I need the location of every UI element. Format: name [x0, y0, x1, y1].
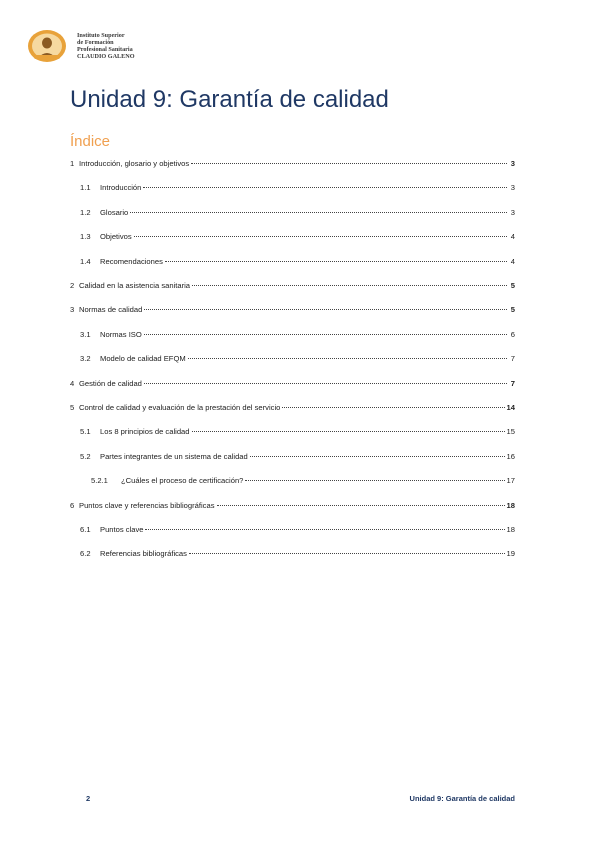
toc-entry-number: 5.2: [80, 451, 91, 461]
toc-entry[interactable]: [70, 330, 515, 339]
toc-dot-leader: [188, 358, 507, 359]
toc-entry-page: 4: [510, 232, 515, 242]
toc-entry[interactable]: [70, 305, 515, 314]
toc-dot-leader: [130, 212, 507, 213]
footer-running-title: Unidad 9: Garantía de calidad: [409, 794, 515, 803]
toc-entry-label: Introducción, glosario y objetivos: [79, 159, 190, 168]
institute-seal-icon: [26, 28, 68, 64]
toc-dot-leader: [250, 456, 505, 457]
toc-entry-number: 6: [70, 500, 75, 510]
toc-entry-page: 18: [506, 525, 515, 534]
toc-entry-page: 5: [510, 305, 515, 315]
toc-entry-label: Normas de calidad: [79, 305, 143, 315]
toc-entry-label: Normas ISO: [100, 329, 142, 339]
toc-entry-label: Los 8 principios de calidad: [100, 427, 190, 437]
toc-entry-page: 3: [510, 207, 515, 217]
toc-entry-page: 15: [506, 427, 515, 437]
footer-page-number: 2: [86, 794, 91, 803]
toc-entry-label: Puntos clave: [100, 525, 144, 534]
toc-entry-page: 4: [510, 256, 515, 266]
toc-dot-leader: [217, 505, 505, 506]
toc-entry-label: Referencias bibliográficas: [100, 549, 187, 559]
toc-entry-label: Introducción: [100, 183, 142, 193]
toc-entry-label: Partes integrantes de un sistema de calidad: [100, 451, 248, 461]
toc-dot-leader: [165, 261, 507, 262]
toc-dot-leader: [191, 163, 507, 164]
toc-entry-page: 6: [510, 329, 515, 339]
institute-logo: [26, 28, 135, 64]
toc-entry-number: 1.4: [80, 256, 91, 266]
toc-entry-label: Control de calidad y evaluación de la prestación del servicio: [79, 403, 281, 412]
toc-entry-label: Calidad en la asistencia sanitaria: [79, 281, 191, 290]
toc-entry-page: 7: [510, 354, 515, 364]
toc-entry-number: 5.1: [80, 427, 91, 437]
logo-line: CLAUDIO GALENO: [77, 53, 135, 61]
toc-entry[interactable]: [70, 257, 515, 266]
toc-entry-page: 18: [506, 500, 515, 510]
toc-dot-leader: [145, 529, 504, 530]
toc-entry-number: 5.2.1: [91, 476, 108, 486]
toc-entry[interactable]: [70, 232, 515, 241]
toc-entry-number: 2: [70, 281, 75, 290]
toc-entry[interactable]: [70, 427, 515, 436]
toc-dot-leader: [189, 553, 505, 554]
toc-entry-number: 5: [70, 403, 75, 412]
toc-dot-leader: [192, 285, 507, 286]
toc-entry[interactable]: [70, 379, 515, 388]
toc-entry-label: Recomendaciones: [100, 256, 163, 266]
toc-entry-label: Puntos clave y referencias bibliográficas: [79, 500, 215, 510]
toc-dot-leader: [282, 407, 504, 408]
toc-entry-number: 3.2: [80, 354, 91, 364]
toc-entry[interactable]: [70, 525, 515, 534]
toc-entry-number: 1.3: [80, 232, 91, 242]
toc-entry-label: Modelo de calidad EFQM: [100, 354, 186, 364]
toc-entry-number: 3: [70, 305, 75, 315]
toc-entry-page: 5: [510, 281, 515, 290]
toc-entry-number: 4: [70, 378, 75, 388]
toc-entry-number: 6.1: [80, 525, 91, 534]
toc-entry[interactable]: [70, 452, 515, 461]
toc-entry[interactable]: [70, 159, 515, 168]
toc-entry[interactable]: [70, 476, 515, 485]
toc-dot-leader: [144, 334, 507, 335]
toc-entry[interactable]: [70, 549, 515, 558]
document-title: Unidad 9: Garantía de calidad: [70, 86, 389, 113]
toc-entry-number: 1: [70, 159, 75, 168]
toc-entry-number: 6.2: [80, 549, 91, 559]
toc-dot-leader: [144, 309, 507, 310]
toc-entry-number: 1.1: [80, 183, 91, 193]
logo-line: Instituto Superior: [77, 31, 125, 39]
institute-name: [77, 32, 135, 61]
toc-entry[interactable]: [70, 403, 515, 412]
toc-entry[interactable]: [70, 208, 515, 217]
toc-entry-page: 3: [510, 159, 515, 168]
toc-dot-leader: [134, 236, 507, 237]
toc-entry-page: 3: [510, 183, 515, 193]
toc-entry-page: 7: [510, 378, 515, 388]
toc-dot-leader: [192, 431, 505, 432]
toc-entry-label: Gestión de calidad: [79, 378, 142, 388]
logo-line: Profesional Sanitaria: [77, 46, 133, 53]
toc-entry-number: 3.1: [80, 329, 91, 339]
toc-dot-leader: [143, 187, 507, 188]
toc-entry-label: Glosario: [100, 207, 129, 217]
toc-dot-leader: [144, 383, 507, 384]
toc-entry[interactable]: [70, 501, 515, 510]
toc-entry[interactable]: [70, 183, 515, 192]
logo-line: de Formación: [77, 38, 114, 46]
toc-entry[interactable]: [70, 354, 515, 363]
toc-dot-leader: [245, 480, 504, 481]
toc-entry-page: 19: [506, 549, 515, 559]
toc-entry[interactable]: [70, 281, 515, 290]
toc-entry-label: Objetivos: [100, 232, 132, 242]
toc-heading: Índice: [70, 133, 111, 150]
toc-entry-page: 17: [506, 476, 515, 486]
toc-entry-page: 14: [506, 403, 515, 412]
toc-entry-number: 1.2: [80, 207, 91, 217]
toc-entry-page: 16: [506, 451, 515, 461]
toc-entry-label: ¿Cuáles el proceso de certificación?: [121, 476, 244, 486]
